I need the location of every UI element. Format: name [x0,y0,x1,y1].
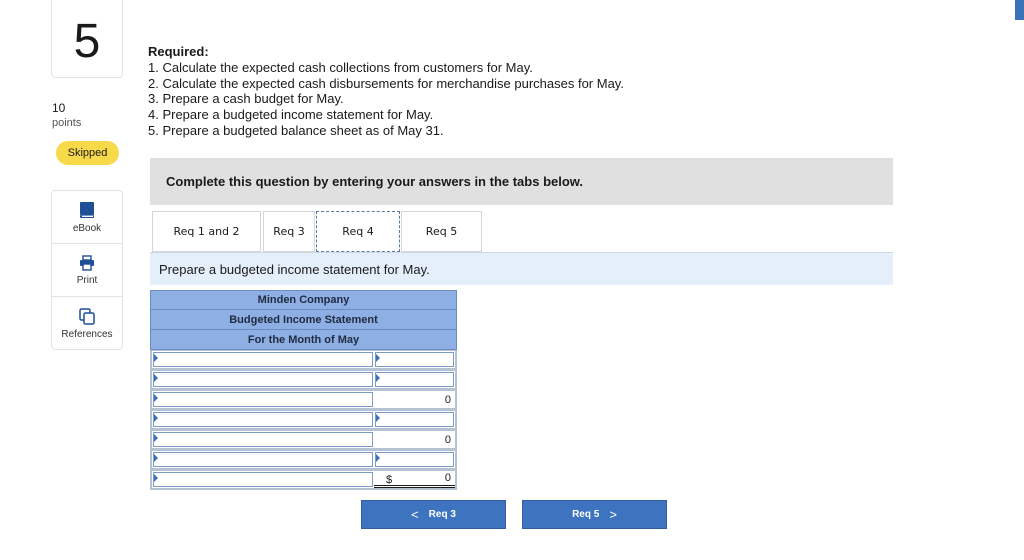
next-req-button[interactable] [522,500,667,529]
amount-input[interactable] [375,372,454,387]
copy-icon [79,308,95,325]
dropdown-marker-icon [154,354,158,362]
dropdown-marker-icon [154,374,158,382]
statement-title: Budgeted Income Statement [150,310,457,330]
corner-indicator [1015,0,1024,20]
points-label: points [52,117,82,129]
tab-req-5[interactable]: Req 5 [401,211,482,252]
required-item: 3. Prepare a cash budget for May. [148,91,344,107]
dropdown-marker-icon [154,394,158,402]
required-item: 2. Calculate the expected cash disbursements for merchandise purchases for May. [148,75,624,91]
required-instructions [148,44,624,139]
dropdown-marker-icon [154,434,158,442]
required-item: 4. Prepare a budgeted income statement for May. [148,107,434,123]
status-badge: Skipped [56,141,119,165]
table-row [150,370,457,390]
amount-input[interactable] [375,412,454,427]
ebook-button[interactable] [52,191,122,244]
dropdown-marker-icon [376,454,380,462]
tab-req-3[interactable]: Req 3 [263,211,315,252]
income-statement-table [150,290,457,490]
printer-icon [79,255,95,271]
print-label: Print [76,274,98,286]
tab-prompt: Prepare a budgeted income statement for May. [150,253,893,285]
amount-value: 0 [444,393,451,406]
table-row [150,430,457,450]
dropdown-marker-icon [154,454,158,462]
label-input[interactable] [153,452,373,467]
question-number-box [51,0,123,78]
dropdown-marker-icon [376,374,380,382]
label-input[interactable] [153,432,373,447]
question-number: 5 [73,15,101,68]
label-input[interactable] [153,392,373,407]
label-input[interactable] [153,412,373,427]
tools-panel [51,190,123,350]
tab-req-4[interactable]: Req 4 [316,211,400,252]
table-row [150,470,457,490]
dropdown-marker-icon [376,354,380,362]
tab-req-1-and-2[interactable]: Req 1 and 2 [152,211,261,252]
amount-total [374,391,455,408]
book-icon [79,201,95,219]
statement-period: For the Month of May [150,330,457,350]
prev-req-button[interactable] [361,500,506,529]
table-row [150,410,457,430]
table-row [150,350,457,370]
table-row [150,450,457,470]
amount-total [374,471,455,488]
points-value: 10 [52,101,66,115]
prev-req-label: Req 3 [428,509,456,520]
required-item: 5. Prepare a budgeted balance sheet as of May 31. [148,122,444,138]
instruction-banner: Complete this question by entering your answers in the tabs below. [150,158,893,205]
required-item: 1. Calculate the expected cash collections from customers for May. [148,59,533,75]
amount-value: 0 [444,433,451,446]
references-label: References [61,328,113,340]
statement-company: Minden Company [150,290,457,310]
label-input[interactable] [153,472,373,487]
dropdown-marker-icon [154,474,158,482]
ebook-label: eBook [72,222,102,234]
amount-input[interactable] [375,452,454,467]
label-input[interactable] [153,352,373,367]
table-row [150,390,457,410]
label-input[interactable] [153,372,373,387]
amount-input[interactable] [375,352,454,367]
amount-value: 0 [444,472,451,484]
dropdown-marker-icon [154,414,158,422]
dollar-sign: $ [386,474,393,486]
required-heading: Required: [148,44,209,59]
dropdown-marker-icon [376,414,380,422]
chevron-left-icon: < [411,507,419,522]
amount-total [374,431,455,448]
references-button[interactable] [52,297,122,350]
print-button[interactable] [52,244,122,297]
chevron-right-icon: > [609,507,617,522]
next-req-label: Req 5 [572,509,600,520]
